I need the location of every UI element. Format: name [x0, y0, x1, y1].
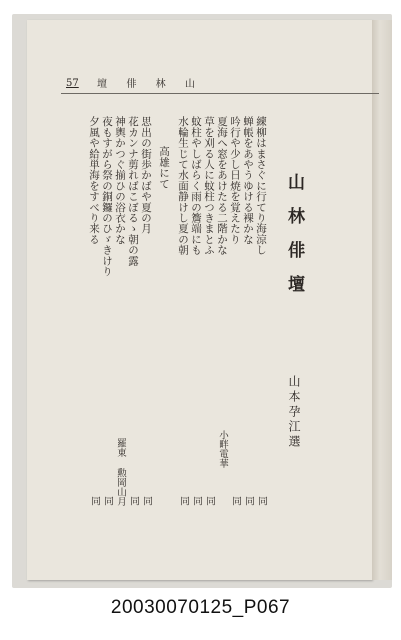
- poet-name: 同: [102, 496, 113, 506]
- running-head-char: 林: [155, 79, 166, 90]
- poem-line: 神輿かつぐ揃ひの浴衣かな: [114, 116, 126, 245]
- poet-name: 同: [243, 496, 254, 506]
- poet-name: 同: [141, 496, 152, 506]
- poem-line: 花カンナ剪ればこぼるゝ朝の露: [127, 116, 139, 266]
- poem-line: 草を刈る人に蚊柱つきまとふ: [203, 116, 215, 256]
- left-poem-block: [27, 20, 372, 580]
- poet-name: 同: [191, 496, 202, 506]
- poem-line: 思出の街歩かばや夏の月: [140, 116, 152, 234]
- poem-line: 蚊柱やしばらく雨の簷端にも: [190, 116, 202, 256]
- poem-line: 夏海へ窓をあけたる二階かな: [216, 116, 228, 256]
- poet-name: 同: [256, 496, 267, 506]
- section-title-char: 壇: [288, 275, 305, 295]
- poet-name: 同: [204, 496, 215, 506]
- poem-line: 練柳はまさぐに行てり海涼し: [255, 116, 267, 256]
- poem-line: 夕風や給単海をすべり来る: [88, 116, 100, 245]
- section-title-char: 山: [288, 173, 305, 193]
- running-head-char: 山: [184, 79, 195, 90]
- page-gutter: [372, 20, 392, 580]
- running-head-char: 俳: [126, 79, 137, 90]
- author-line: 山本孕江選: [287, 375, 301, 450]
- location-note: 高雄にて: [158, 146, 170, 189]
- poet-name: 同: [230, 496, 241, 506]
- image-caption: 20030070125_P067: [110, 597, 291, 618]
- section-title-char: 林: [288, 207, 305, 227]
- poet-name: 同: [89, 496, 100, 506]
- page-number: 57: [66, 78, 79, 89]
- poem-line: 吟行や少し日焼を覚えたり: [229, 116, 241, 245]
- poet-name: 同: [128, 496, 139, 506]
- poem-line: 夜もすがら祭の銅鑼のひゞきけり: [101, 116, 113, 277]
- poet-name: 羅東 勲岡山月: [115, 438, 126, 506]
- poet-name: 小畔電華: [217, 430, 228, 468]
- poem-line: 水輪生じて水面静けし夏の朝: [177, 116, 189, 256]
- poem-line: 蝉帳をあやうゆける裸かな: [242, 116, 254, 245]
- running-head-char: 壇: [97, 79, 107, 90]
- section-title-char: 俳: [288, 241, 305, 261]
- poet-name: 同: [178, 496, 189, 506]
